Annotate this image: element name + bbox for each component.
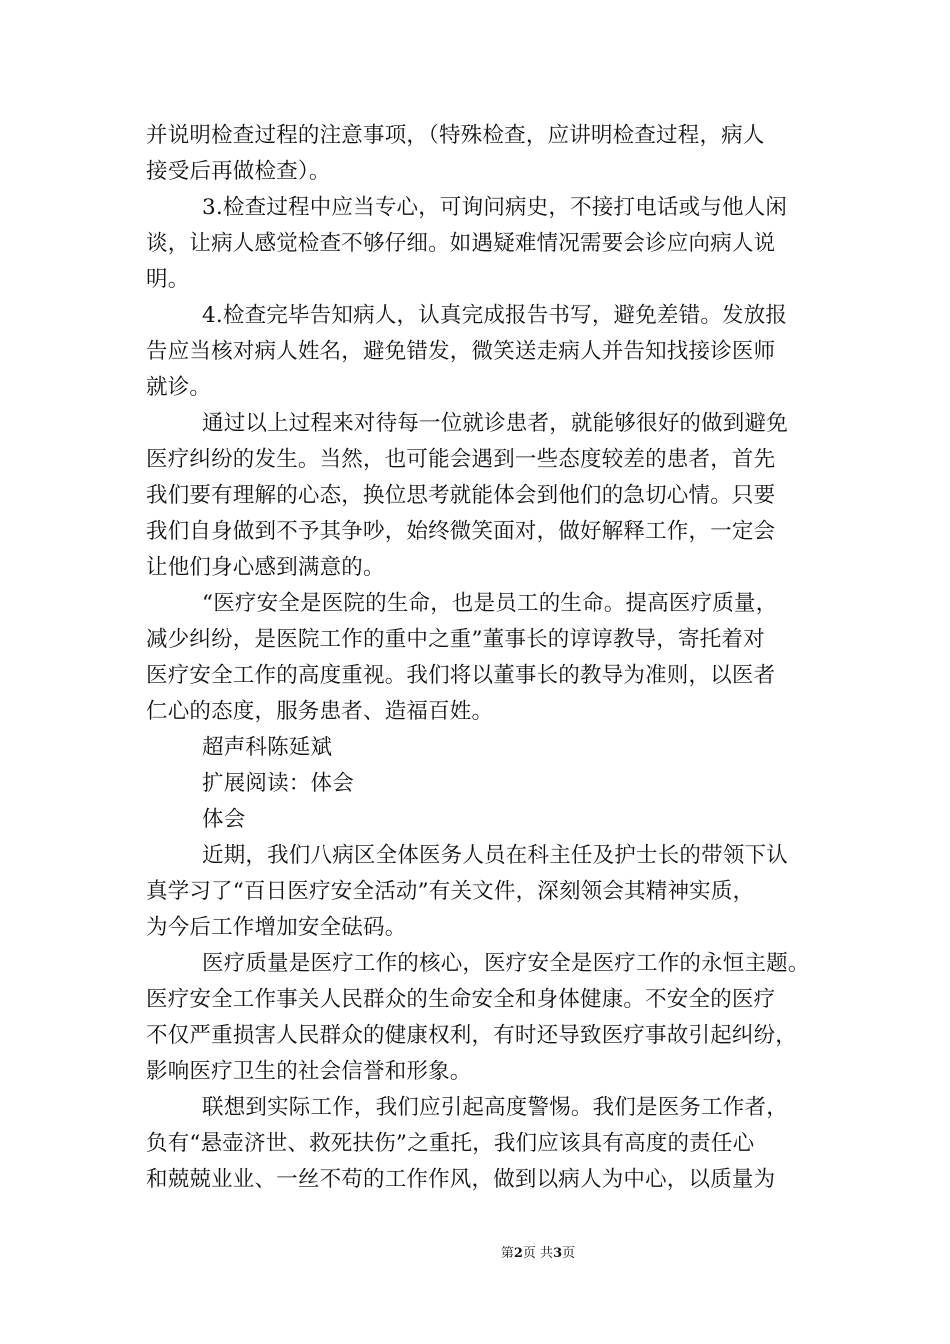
author-signature-line: 超声科陈延斌 bbox=[202, 735, 333, 760]
text-line: 减少纠纷，是医院工作的重中之重”董事长的谆谆教导，寄托着对 bbox=[146, 627, 765, 652]
text-line: 告应当核对病人姓名，避免错发，微笑送走病人并告知找接诊医师 bbox=[146, 339, 776, 364]
extended-reading-heading: 扩展阅读：体会 bbox=[202, 771, 354, 796]
text-line: 让他们身心感到满意的。 bbox=[146, 555, 385, 580]
text-line: “医疗安全是医院的生命，也是员工的生命。提高医疗质量， bbox=[202, 591, 778, 616]
text-line: 影响医疗卫生的社会信誉和形象。 bbox=[146, 1059, 472, 1084]
text-line: 并说明检查过程的注意事项，（特殊检查，应讲明检查过程，病人 bbox=[146, 123, 765, 148]
text-line: 医疗质量是医疗工作的核心，医疗安全是医疗工作的永恒主题。 bbox=[202, 951, 810, 976]
page-number-middle: 页 共 bbox=[522, 1246, 554, 1261]
page-number-suffix: 页 bbox=[562, 1246, 576, 1261]
text-line: 不仅严重损害人民群众的健康权利，有时还导致医疗事故引起纠纷， bbox=[146, 1023, 798, 1048]
text-line: 就诊。 bbox=[146, 375, 212, 400]
text-line: 通过以上过程来对待每一位就诊患者，就能够很好的做到避免 bbox=[202, 411, 788, 436]
text-line: 医疗安全工作事关人民群众的生命安全和身体健康。不安全的医疗 bbox=[146, 987, 776, 1012]
section-title: 体会 bbox=[202, 807, 246, 832]
text-line: 我们自身做到不予其争吵，始终微笑面对，做好解释工作，一定会 bbox=[146, 519, 776, 544]
text-line: 我们要有理解的心态，换位思考就能体会到他们的急切心情。只要 bbox=[146, 483, 776, 508]
current-page-number: 2 bbox=[513, 1246, 523, 1261]
page-number-prefix: 第 bbox=[500, 1246, 514, 1261]
text-line: 负有“悬壶济世、救死扶伤”之重托，我们应该具有高度的责任心 bbox=[146, 1131, 755, 1156]
text-line: 真学习了“百日医疗安全活动”有关文件，深刻领会其精神实质， bbox=[146, 879, 755, 904]
text-line: 医疗安全工作的高度重视。我们将以董事长的教导为准则，以医者 bbox=[146, 663, 776, 688]
text-line: 为今后工作增加安全砝码。 bbox=[146, 915, 407, 940]
text-line: 联想到实际工作，我们应引起高度警惕。我们是医务工作者， bbox=[202, 1095, 788, 1120]
document-body bbox=[146, 118, 836, 1198]
text-line: 3.检查过程中应当专心，可询问病史，不接打电话或与他人闲 bbox=[202, 195, 788, 220]
text-line: 医疗纠纷的发生。当然，也可能会遇到一些态度较差的患者，首先 bbox=[146, 447, 776, 472]
total-page-number: 3 bbox=[553, 1246, 563, 1261]
text-line: 接受后再做检查）。 bbox=[146, 159, 331, 184]
text-line: 和兢兢业业、一丝不苟的工作作风，做到以病人为中心，以质量为 bbox=[146, 1167, 776, 1192]
text-line: 4.检查完毕告知病人，认真完成报告书写，避免差错。发放报 bbox=[202, 303, 788, 328]
page-footer bbox=[0, 1244, 950, 1264]
text-line: 明。 bbox=[146, 267, 190, 292]
text-line: 谈，让病人感觉检查不够仔细。如遇疑难情况需要会诊应向病人说 bbox=[146, 231, 776, 256]
text-line: 仁心的态度，服务患者、造福百姓。 bbox=[146, 699, 494, 724]
text-line: 近期，我们八病区全体医务人员在科主任及护士长的带领下认 bbox=[202, 843, 788, 868]
